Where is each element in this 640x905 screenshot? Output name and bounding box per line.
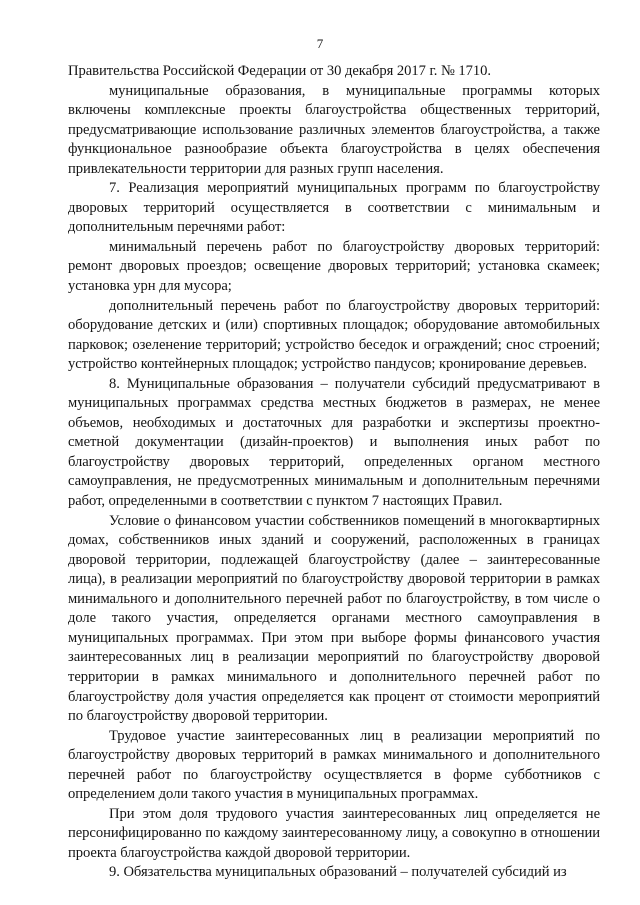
paragraph-financial-participation: Условие о финансовом участии собственников помещений в многоквартирных домах, собственников иных зданий и сооружений, расположенных в границах дворовой территории, подлежащей благоустройству (далее – заинтересованные лица), в реализации мероприятий по благоустройству дворовой территории в рамках минимального и дополнительного перечней работ по благоустройству, в том числе о доле такого участия, определяется органами местного самоуправления в муниципальных программах. При этом при выборе формы финансового участия заинтересованных лиц в реализации мероприятий по благоустройству дворовой территории в рамках минимального и дополнительного перечней работ по благоустройству доля участия определяется как процент от стоимости мероприятий по благоустройству дворовой территории. xyxy=(68,512,600,725)
paragraph-minimal-list: минимальный перечень работ по благоустройству дворовых территорий: ремонт дворовых проездов; освещение дворовых территорий; установка скамеек; установка урн для мусора; xyxy=(68,238,600,295)
page-number: 7 xyxy=(316,36,324,51)
paragraph-item-7: 7. Реализация мероприятий муниципальных программ по благоустройству дворовых территорий осуществляется в соответствии с минимальным и дополнительным перечнями работ: xyxy=(68,180,600,236)
paragraph-continuation-resolution: Правительства Российской Федерации от 30 декабря 2017 г. № 1710. xyxy=(68,63,492,79)
paragraph-labor-share: При этом доля трудового участия заинтересованных лиц определяется не персонифицированно по каждому заинтересованному лицу, а совокупно в отношении проекта благоустройства каждой дворовой территории. xyxy=(68,805,600,861)
paragraph-item-9: 9. Обязательства муниципальных образований – получателей субсидий из xyxy=(109,864,567,881)
paragraph-additional-list: дополнительный перечень работ по благоустройству дворовых территорий: оборудование детских и (или) спортивных площадок; оборудование автомобильных парковок; озеленение территорий; устройство беседок и ограждений; снос строений; устройство контейнерных площадок; устройство пандусов; кронирование деревьев. xyxy=(68,297,600,373)
paragraph-municipal-entities: муниципальные образования, в муниципальные программы которых включены комплексные проекты благоустройства общественных территорий, предусматривающие использование различных элементов благоустройства, а также функциональное разнообразие объекта благоустройства в целях обеспечения привлекательности территории для разных групп населения. xyxy=(68,82,600,177)
paragraph-labor-participation: Трудовое участие заинтересованных лиц в реализации мероприятий по благоустройству дворовых территорий в рамках минимального и дополнительного перечней работ по благоустройству осуществляется в форме субботников с определением доли такого участия в муниципальных программах. xyxy=(68,727,600,803)
paragraph-item-8: 8. Муниципальные образования – получатели субсидий предусматривают в муниципальных программах средства местных бюджетов в размерах, не менее объемов, необходимых и достаточных для разработки и экспертизы проектно-сметной документации (дизайн-проектов) и выполнения иных работ по благоустройству дворовых территорий, определенных органом местного самоуправления, не предусмотренных минимальным и дополнительным перечнями работ, определенными в соответствии с пунктом 7 настоящих Правил. xyxy=(68,375,600,510)
document-body xyxy=(68,62,600,883)
